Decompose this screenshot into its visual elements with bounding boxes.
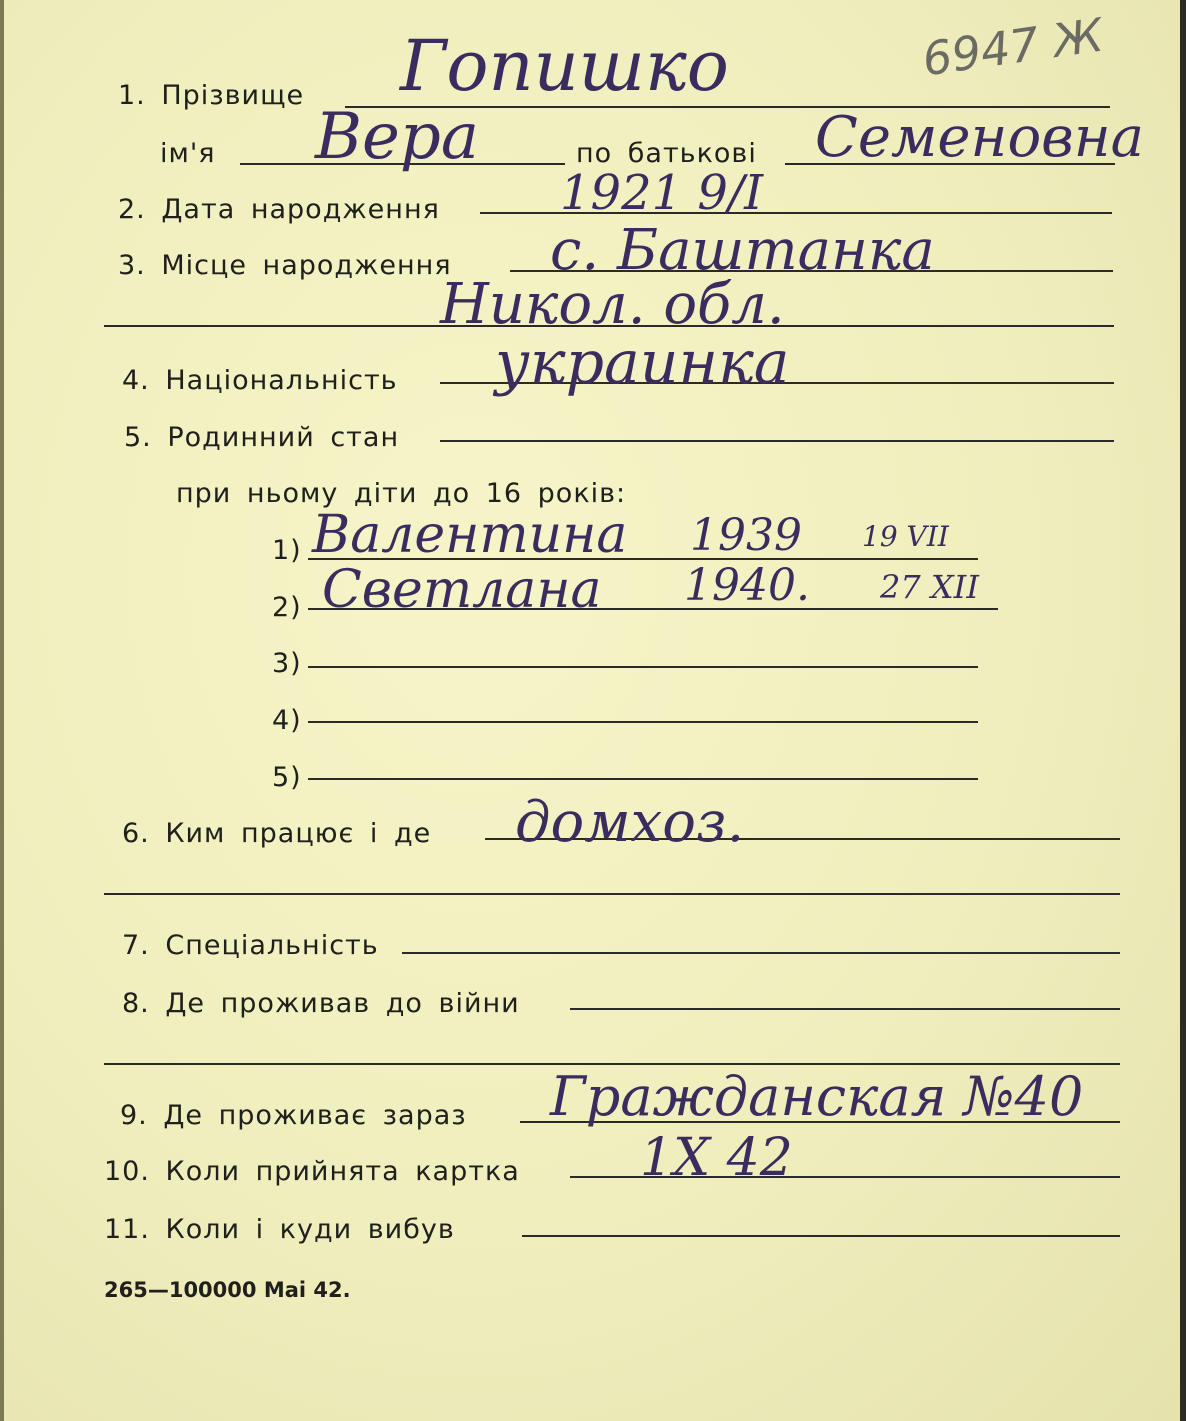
- child-4-line: [308, 721, 978, 723]
- child-1-date: 19 VII: [862, 520, 949, 553]
- child-4-number: 4): [272, 705, 302, 736]
- birth-place-value-2: Никол. обл.: [440, 272, 785, 337]
- child-3-line: [308, 666, 978, 668]
- surname-label: 1. Прізвище: [118, 80, 305, 111]
- child-2-name: Светлана: [322, 560, 602, 620]
- specialty-label: 7. Спеціальність: [122, 930, 379, 961]
- patronymic-label: по батькові: [576, 138, 757, 169]
- card-edge: [0, 0, 4, 1421]
- catalog-number: 6947 Ж: [919, 7, 1107, 87]
- birth-place-value: с. Баштанка: [550, 218, 935, 283]
- child-2-year: 1940.: [684, 560, 810, 611]
- prewar-residence-line: [570, 1008, 1120, 1010]
- child-5-number: 5): [272, 762, 302, 793]
- child-2-date: 27 XII: [880, 568, 979, 606]
- card-accepted-label: 10. Коли прийнята картка: [104, 1156, 520, 1187]
- current-residence-label: 9. Де проживає зараз: [120, 1100, 467, 1131]
- child-3-number: 3): [272, 648, 302, 679]
- occupation-line-2: [104, 893, 1120, 895]
- current-residence-value: Гражданская №40: [550, 1065, 1084, 1128]
- child-5-line: [308, 778, 978, 780]
- nationality-value: украинка: [495, 328, 790, 398]
- first-name-label: ім'я: [160, 138, 216, 169]
- occupation-label: 6. Ким працює і де: [122, 818, 432, 849]
- patronymic-value: Семеновна: [815, 105, 1145, 170]
- birth-date-value: 1921 9/І: [560, 165, 764, 221]
- occupation-value: домхоз.: [515, 790, 745, 855]
- prewar-residence-label: 8. Де проживав до війни: [122, 988, 520, 1019]
- surname-value: Гопишко: [400, 25, 729, 107]
- child-1-number: 1): [272, 535, 302, 566]
- children-label: при ньому діти до 16 років:: [176, 478, 627, 509]
- birth-place-label: 3. Місце народження: [118, 250, 452, 281]
- nationality-label: 4. Національність: [122, 365, 398, 396]
- marital-status-label: 5. Родинний стан: [124, 422, 400, 453]
- first-name-value: Вера: [315, 100, 480, 174]
- print-run-footer: 265—100000 Маі 42.: [104, 1278, 351, 1302]
- birth-date-label: 2. Дата народження: [118, 194, 440, 225]
- specialty-line: [402, 952, 1120, 954]
- child-2-number: 2): [272, 592, 302, 623]
- child-1-name: Валентина: [312, 505, 628, 565]
- marital-status-line: [440, 440, 1114, 442]
- departed-line: [522, 1235, 1120, 1237]
- child-1-year: 1939: [690, 510, 802, 561]
- card-accepted-value: 1Х 42: [640, 1128, 793, 1188]
- departed-label: 11. Коли і куди вибув: [104, 1214, 455, 1245]
